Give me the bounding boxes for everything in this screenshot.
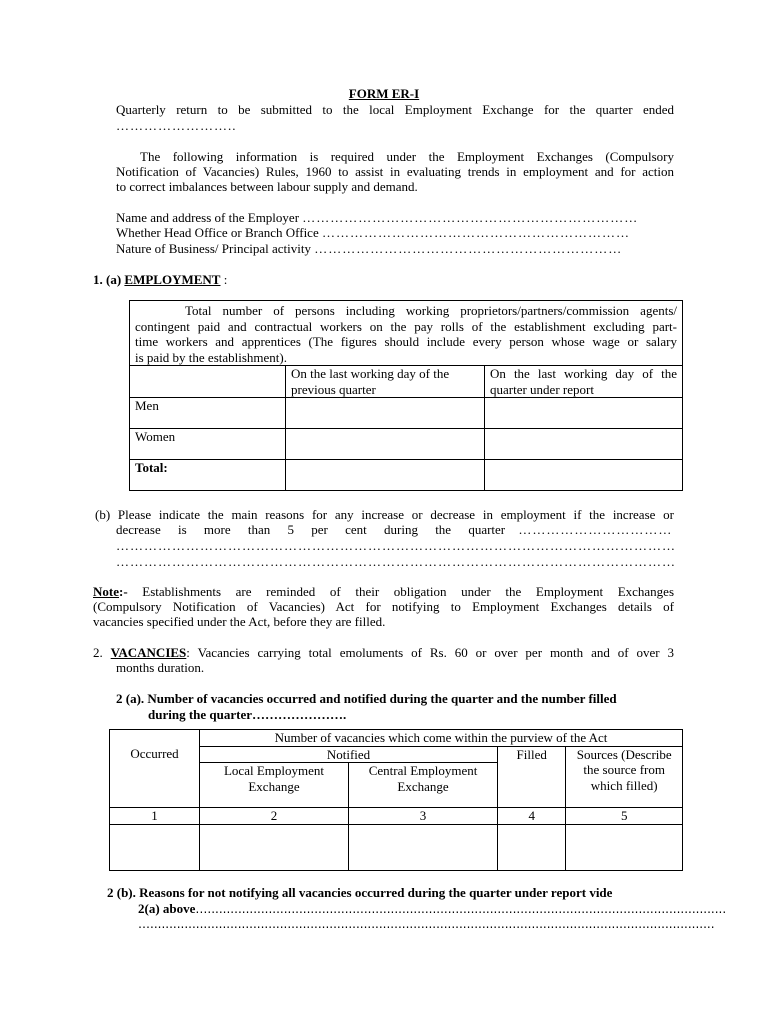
reason-not-notify-line2-label: 2(a) above: [138, 901, 196, 916]
employment-row-women-label: Women: [130, 429, 286, 460]
employment-heading-text: EMPLOYMENT: [124, 272, 221, 287]
reason-line2-text: decrease is more than 5 per cent during the quarter: [116, 522, 506, 537]
employment-women-prev-cell[interactable]: [286, 429, 485, 460]
reason-not-notify-line2: [138, 901, 727, 918]
business-activity-dots: …………………………………………………………: [314, 241, 623, 256]
form-title: FORM ER-I: [348, 86, 420, 101]
vacancy-local-cell[interactable]: [199, 824, 348, 870]
vacancy-col-num-4: 4: [498, 808, 566, 825]
reason-not-notify-line2-dots[interactable]: …........................................................................................................................................: [195, 902, 727, 916]
vacancies-sub-a-line1: 2 (a). Number of vacancies occurred and notified during the quarter and the number filled: [116, 691, 617, 706]
employment-heading: [93, 272, 227, 288]
intro-para-line1: The following information is required under the Employment Exchanges (Compulsory: [140, 149, 674, 164]
employment-desc-line2: contingent paid and contractual workers on the pay rolls of the establishment excluding part-: [135, 318, 677, 334]
vacancy-header-occurred: Occurred: [110, 746, 200, 808]
note-label-suffix: :-: [119, 584, 128, 599]
office-type-dots: …………………………………………………………: [321, 225, 630, 240]
vacancies-sub-a-line2: during the quarter………………….: [148, 707, 347, 722]
intro-line1: Quarterly return to be submitted to the local Employment Exchange for the quarter ended: [116, 102, 674, 117]
employment-desc-line4: is paid by the establishment).: [135, 349, 288, 365]
vacancy-occurred-cell[interactable]: [110, 824, 200, 870]
employer-name-label: Name and address of the Employer: [116, 210, 300, 225]
vacancies-prefix: 2.: [93, 645, 111, 660]
vacancy-header-local: Local Employment Exchange: [199, 763, 348, 808]
vacancies-line1-text: : Vacancies carrying total emoluments of Rs. 60 or over per month and of over 3: [186, 645, 674, 660]
vacancy-filled-cell[interactable]: [498, 824, 566, 870]
office-type-label: Whether Head Office or Branch Office: [116, 225, 319, 240]
employer-name-field[interactable]: [116, 210, 676, 226]
reason-line3-dots[interactable]: …………………………………………………………………………………………………………: [116, 538, 676, 553]
vacancy-col-num-5: 5: [566, 808, 683, 825]
vacancy-header-notified: Notified: [199, 746, 497, 763]
vacancy-sources-cell[interactable]: [566, 824, 683, 870]
vacancy-table: [109, 729, 683, 871]
note-line1-text: Establishments are reminded of their obligation under the Employment Exchanges: [127, 584, 674, 599]
vacancy-col-num-2: 2: [199, 808, 348, 825]
employment-table: [129, 300, 683, 491]
employment-table-description: [130, 301, 683, 366]
reason-not-notify-line1: 2 (b). Reasons for not notifying all vacancies occurred during the quarter under report vide: [107, 885, 613, 900]
employment-header-blank: [130, 366, 286, 398]
reason-line1: (b) Please indicate the main reasons for any increase or decrease in employment if the increase or: [95, 507, 674, 522]
reason-line4-dots[interactable]: …………………………………………………………………………………………………………: [116, 554, 676, 569]
note-line3: vacancies specified under the Act, before they are filled.: [93, 614, 386, 629]
employment-desc-line3: time workers and apprentices (The figures should include every person whose wage or salary: [135, 334, 677, 349]
employer-name-dots: ………………………………………………………………: [302, 210, 639, 225]
employment-desc-line1: Total number of persons including working proprietors/partners/commission agents/: [185, 303, 677, 318]
vacancy-top-blank: [110, 730, 200, 747]
employment-women-curr-cell[interactable]: [485, 429, 683, 460]
reason-line2-dots[interactable]: ……………………………: [518, 522, 673, 537]
vacancies-heading: VACANCIES: [110, 645, 187, 660]
business-activity-label: Nature of Business/ Principal activity: [116, 241, 311, 256]
vacancy-header-sources: Sources (Describe the source from which filled): [566, 746, 683, 808]
employment-header-curr: On the last working day of the quarter under report: [485, 366, 683, 398]
reason-not-notify-line3-dots[interactable]: …....................................................................................................................................................: [138, 917, 715, 931]
employment-men-prev-cell[interactable]: [286, 398, 485, 429]
intro-para-line3: to correct imbalances between labour supply and demand.: [116, 179, 418, 194]
vacancy-central-cell[interactable]: [349, 824, 498, 870]
vacancy-header-central: Central Employment Exchange: [349, 763, 498, 808]
reason-line2: [116, 522, 676, 538]
vacancies-line1: [93, 645, 674, 661]
employment-total-prev-cell[interactable]: [286, 460, 485, 491]
business-activity-field[interactable]: [116, 241, 676, 257]
vacancy-header-top: Number of vacancies which come within the purview of the Act: [199, 730, 682, 747]
intro-para-line2: Notification of Vacancies) Rules, 1960 to assist in evaluating trends in employment and for action: [116, 164, 674, 179]
vacancies-line2: months duration.: [116, 660, 205, 675]
employment-header-prev: On the last working day of the previous quarter: [286, 366, 485, 398]
intro-line1-dots: ……………………..: [116, 118, 237, 133]
employment-heading-prefix: 1. (a): [93, 272, 125, 287]
vacancy-col-num-3: 3: [349, 808, 498, 825]
office-type-field[interactable]: [116, 225, 676, 241]
note-label: Note: [93, 584, 119, 599]
vacancy-col-num-1: 1: [110, 808, 200, 825]
employment-heading-suffix: :: [220, 272, 228, 287]
employment-row-total-label: Total:: [130, 460, 286, 491]
vacancy-header-filled: Filled: [498, 746, 566, 808]
note-line1: [93, 584, 674, 600]
employment-row-men-label: Men: [130, 398, 286, 429]
employment-men-curr-cell[interactable]: [485, 398, 683, 429]
employment-total-curr-cell[interactable]: [485, 460, 683, 491]
note-line2: (Compulsory Notification of Vacancies) Act for notifying to Employment Exchanges details of: [93, 599, 674, 614]
